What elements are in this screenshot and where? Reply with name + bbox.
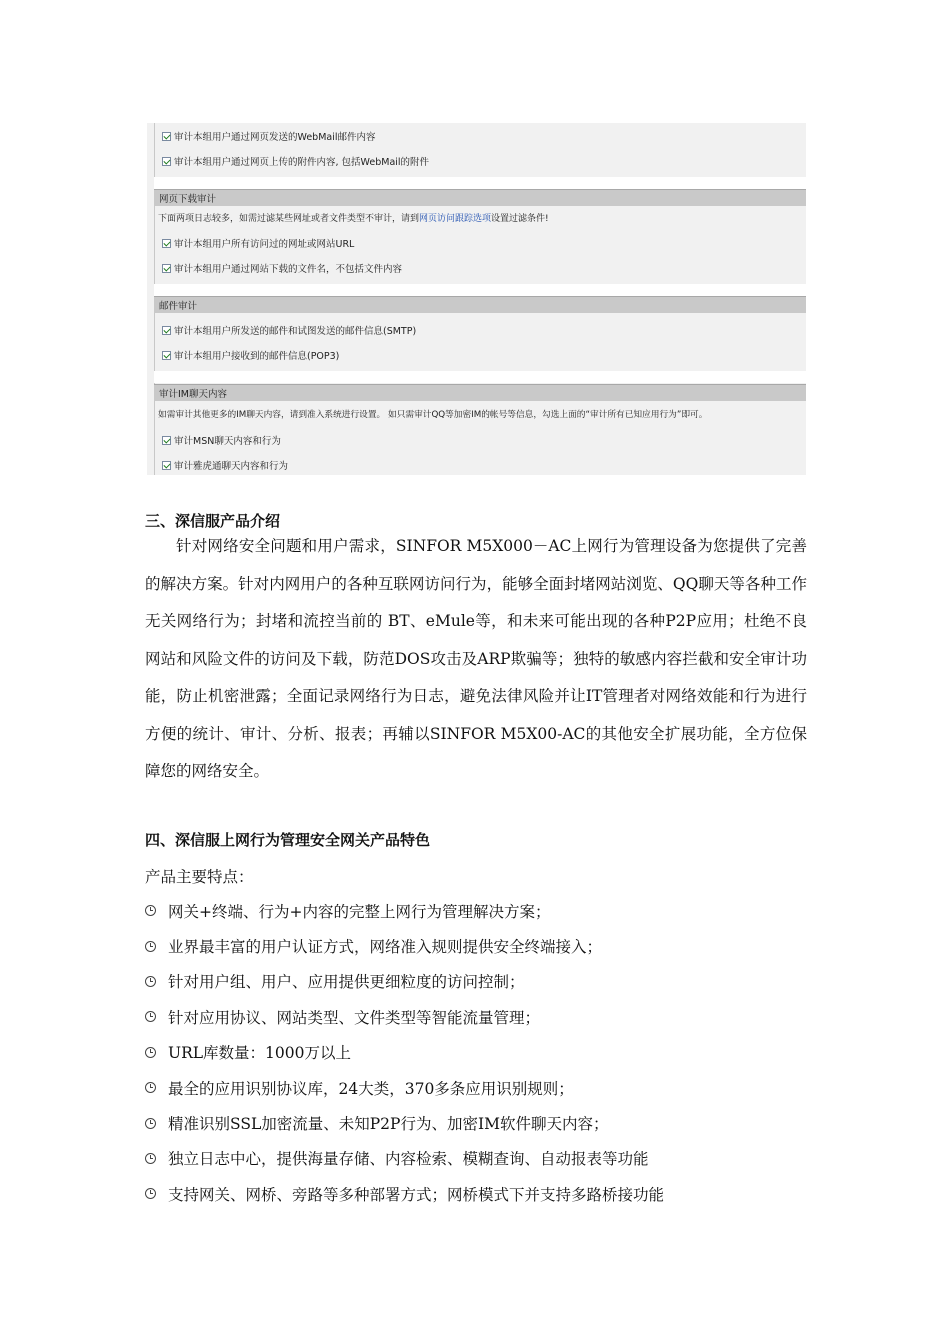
checkbox-checked-icon[interactable] [162, 351, 171, 360]
option-webmail-content[interactable] [162, 129, 376, 143]
list-item [145, 1105, 664, 1140]
list-item [145, 1035, 664, 1070]
web-download-note [158, 210, 549, 224]
feature-text: 网关+终端、行为+内容的完整上网行为管理解决方案； [168, 902, 551, 921]
feature-text: URL库数量：1000万以上 [168, 1044, 351, 1063]
option-msn[interactable] [162, 433, 281, 447]
section3-body: 针对网络安全问题和用户需求，SINFOR M5X000－AC上网行为管理设备为您提供了完善的解决方案。针对内网用户的各种互联网访问行为，能够全面封堵网站浏览、QQ聊天等各种工作无关网络行为；封堵和流控当前的 BT、eMule等，和未来可能出现的各种P2P应用；杜绝不良网站和风险文件的访问及下载，防范DOS攻击及ARP欺骗等；独特的敏感内容拦截和安全审计功能，防止机密泄露；全面记录网络行为日志，避免法律风险并让IT管理者对网络效能和行为进行方便的统计、审计、分析、报表；再辅以SINFOR M5X00-AC的其他安全扩展功能，全方位保障您的网络安全。 [145, 537, 807, 780]
list-item [145, 1070, 664, 1105]
feature-text: 业界最丰富的用户认证方式，网络准入规则提供安全终端接入； [168, 938, 603, 957]
clock-bullet-icon [145, 941, 156, 952]
section-divider [154, 177, 806, 189]
feature-text: 支持网关、网桥、旁路等多种部署方式；网桥模式下并支持多路桥接功能 [168, 1185, 665, 1204]
option-label: 审计雅虎通聊天内容和行为 [174, 461, 289, 472]
option-pop3[interactable] [162, 348, 339, 362]
checkbox-checked-icon[interactable] [162, 461, 171, 470]
option-label: 审计本组用户通过网页发送的WebMail邮件内容 [174, 132, 376, 143]
checkbox-checked-icon[interactable] [162, 239, 171, 248]
option-downloaded-files[interactable] [162, 261, 402, 275]
section4-heading: 四、深信服上网行为管理安全网关产品特色 [145, 831, 431, 849]
feature-text: 最全的应用识别协议库，24大类，370多条应用识别规则； [168, 1079, 574, 1098]
clock-bullet-icon [145, 976, 156, 987]
note-text: 下面两项日志较多，如需过滤某些网址或者文件类型不审计，请到 [158, 213, 420, 224]
section-title: 邮件审计 [159, 301, 198, 312]
list-item [145, 999, 664, 1034]
section-title: 审计IM聊天内容 [159, 389, 227, 400]
option-yahoo[interactable] [162, 458, 288, 472]
section-divider [154, 371, 806, 383]
audit-settings-screenshot [147, 123, 806, 475]
checkbox-checked-icon[interactable] [162, 436, 171, 445]
option-label: 审计本组用户所发送的邮件和试图发送的邮件信息(SMTP) [174, 326, 417, 337]
checkbox-checked-icon[interactable] [162, 264, 171, 273]
list-item [145, 1176, 664, 1211]
feature-text: 针对应用协议、网站类型、文件类型等智能流量管理； [168, 1008, 541, 1027]
section-header-im [154, 384, 806, 401]
web-tracking-options-link[interactable]: 网页访问跟踪选项 [419, 213, 492, 224]
clock-bullet-icon [145, 1118, 156, 1129]
section-header-mail [154, 296, 806, 313]
list-item [145, 893, 664, 928]
option-label: 审计本组用户通过网页上传的附件内容, 包括WebMail的附件 [174, 157, 430, 168]
clock-bullet-icon [145, 1153, 156, 1164]
section-title: 网页下载审计 [159, 194, 217, 205]
section-divider [154, 284, 806, 296]
checkbox-checked-icon[interactable] [162, 157, 171, 166]
list-item [145, 964, 664, 999]
feature-text: 精准识别SSL加密流量、未知P2P行为、加密IM软件聊天内容； [168, 1115, 609, 1134]
feature-text: 针对用户组、用户、应用提供更细粒度的访问控制； [168, 973, 525, 992]
list-item [145, 928, 664, 963]
checkbox-checked-icon[interactable] [162, 326, 171, 335]
option-label: 审计本组用户所有访问过的网址或网站URL [174, 239, 355, 250]
im-note [158, 407, 707, 421]
clock-bullet-icon [145, 1188, 156, 1199]
note-text: 如需审计其他更多的IM聊天内容，请到准入系统进行设置。 如只需审计QQ等加密IM的帐号等信息，勾选上面的“审计所有已知应用行为”即可。 [158, 410, 708, 420]
option-visited-urls[interactable] [162, 236, 354, 250]
option-label: 审计本组用户接收到的邮件信息(POP3) [174, 351, 340, 362]
clock-bullet-icon [145, 1047, 156, 1058]
note-text: 设置过滤条件! [491, 213, 549, 224]
option-smtp[interactable] [162, 323, 416, 337]
list-item [145, 1141, 664, 1176]
option-webmail-attachments[interactable] [162, 154, 429, 168]
section-header-web-download [154, 189, 806, 206]
clock-bullet-icon [145, 905, 156, 916]
checkbox-checked-icon[interactable] [162, 132, 171, 141]
features-intro: 产品主要特点： [145, 868, 254, 886]
feature-list [145, 893, 664, 1212]
clock-bullet-icon [145, 1011, 156, 1022]
section3-heading: 三、深信服产品介绍 [145, 512, 281, 530]
option-label: 审计MSN聊天内容和行为 [174, 436, 281, 447]
feature-text: 独立日志中心，提供海量存储、内容检索、模糊查询、自动报表等功能 [168, 1150, 649, 1169]
clock-bullet-icon [145, 1082, 156, 1093]
option-label: 审计本组用户通过网站下载的文件名，不包括文件内容 [174, 264, 403, 275]
